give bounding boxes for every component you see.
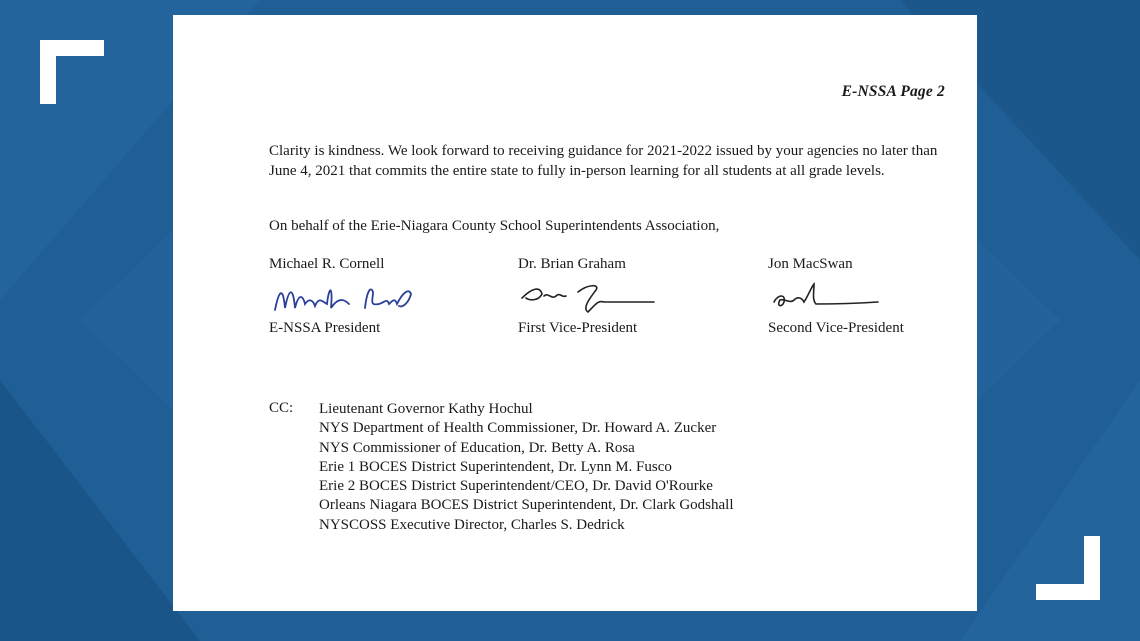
- cc-label: CC:: [269, 400, 294, 416]
- body-paragraph: Clarity is kindness. We look forward to receiving guidance for 2021-2022 issued by your agencies no later than June 4, 2021 that commits the entire state to fully in-person learning for all students at all grade levels.: [269, 143, 938, 180]
- signatory-president: [269, 256, 385, 336]
- cc-recipient: Orleans Niagara BOCES District Superintendent, Dr. Clark Godshall: [319, 497, 734, 514]
- signatory-title: E-NSSA President: [269, 320, 381, 336]
- signature-macswan: [768, 278, 928, 318]
- page-header: E-NSSA Page 2: [841, 83, 945, 100]
- cc-recipient: NYS Commissioner of Education, Dr. Betty A. Rosa: [319, 439, 635, 456]
- behalf-line: On behalf of the Erie-Niagara County School Superintendents Association,: [269, 218, 720, 234]
- cc-list: [319, 400, 734, 535]
- corner-bracket-top-left-icon: [40, 40, 104, 104]
- signature-cornell: [269, 278, 429, 318]
- signatory-name: Jon MacSwan: [768, 256, 853, 272]
- signatory-title: First Vice-President: [518, 320, 638, 336]
- cc-recipient: Lieutenant Governor Kathy Hochul: [319, 401, 533, 417]
- cc-recipient: Erie 1 BOCES District Superintendent, Dr. Lynn M. Fusco: [319, 458, 672, 475]
- cc-recipient: Erie 2 BOCES District Superintendent/CEO, Dr. David O'Rourke: [319, 478, 713, 495]
- signatory-title: Second Vice-President: [768, 320, 904, 336]
- signatory-first-vp: [518, 256, 638, 336]
- signatory-second-vp: [768, 256, 904, 336]
- signatory-name: Michael R. Cornell: [269, 256, 385, 272]
- corner-bracket-bottom-right-icon: [1036, 536, 1100, 600]
- signatory-name: Dr. Brian Graham: [518, 256, 626, 272]
- cc-recipient: NYSCOSS Executive Director, Charles S. Dedrick: [319, 516, 625, 533]
- letter-page: [173, 15, 977, 611]
- signature-graham: [518, 278, 678, 318]
- cc-recipient: NYS Department of Health Commissioner, Dr. Howard A. Zucker: [319, 420, 717, 437]
